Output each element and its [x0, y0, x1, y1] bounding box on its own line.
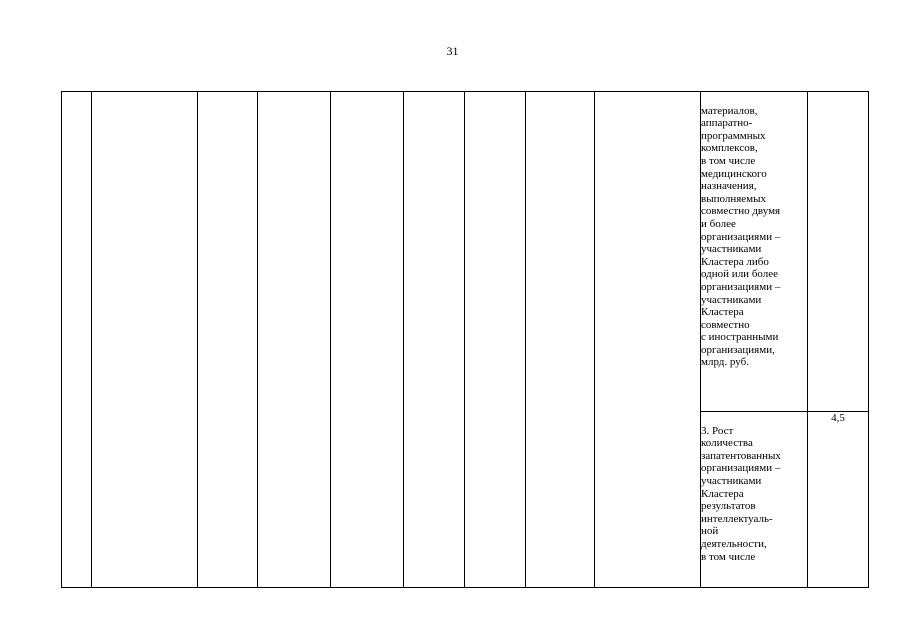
table-cell: [595, 92, 701, 588]
indicator-text: 3. Рост количества запатентованных организациями – участниками Кластера результатов интеллектуаль- ной деятельности, в том числе: [701, 424, 781, 563]
indicator-text: материалов, аппаратно- программных комплексов, в том числе медицинского назначения, выполняемых совместно двумя и более организациями – участниками Кластера либо одной или более организациями – участниками Кластера совместно с иностранными организациями, млрд. руб.: [701, 104, 781, 369]
table-cell: [331, 92, 404, 588]
page-number: 31: [446, 44, 459, 58]
table-cell: [198, 92, 258, 588]
value-cell: [808, 92, 869, 412]
value-cell: [808, 412, 869, 588]
table-cell: [62, 92, 92, 588]
indicators-table: [61, 91, 869, 588]
table-cell: [526, 92, 595, 588]
table-cell: [465, 92, 526, 588]
indicator-value: 4,5: [831, 412, 845, 424]
indicator-cell: [701, 412, 808, 588]
table-cell: [258, 92, 331, 588]
table-row: [62, 92, 869, 412]
table-cell: [92, 92, 198, 588]
indicator-cell: [701, 92, 808, 412]
table-cell: [404, 92, 465, 588]
